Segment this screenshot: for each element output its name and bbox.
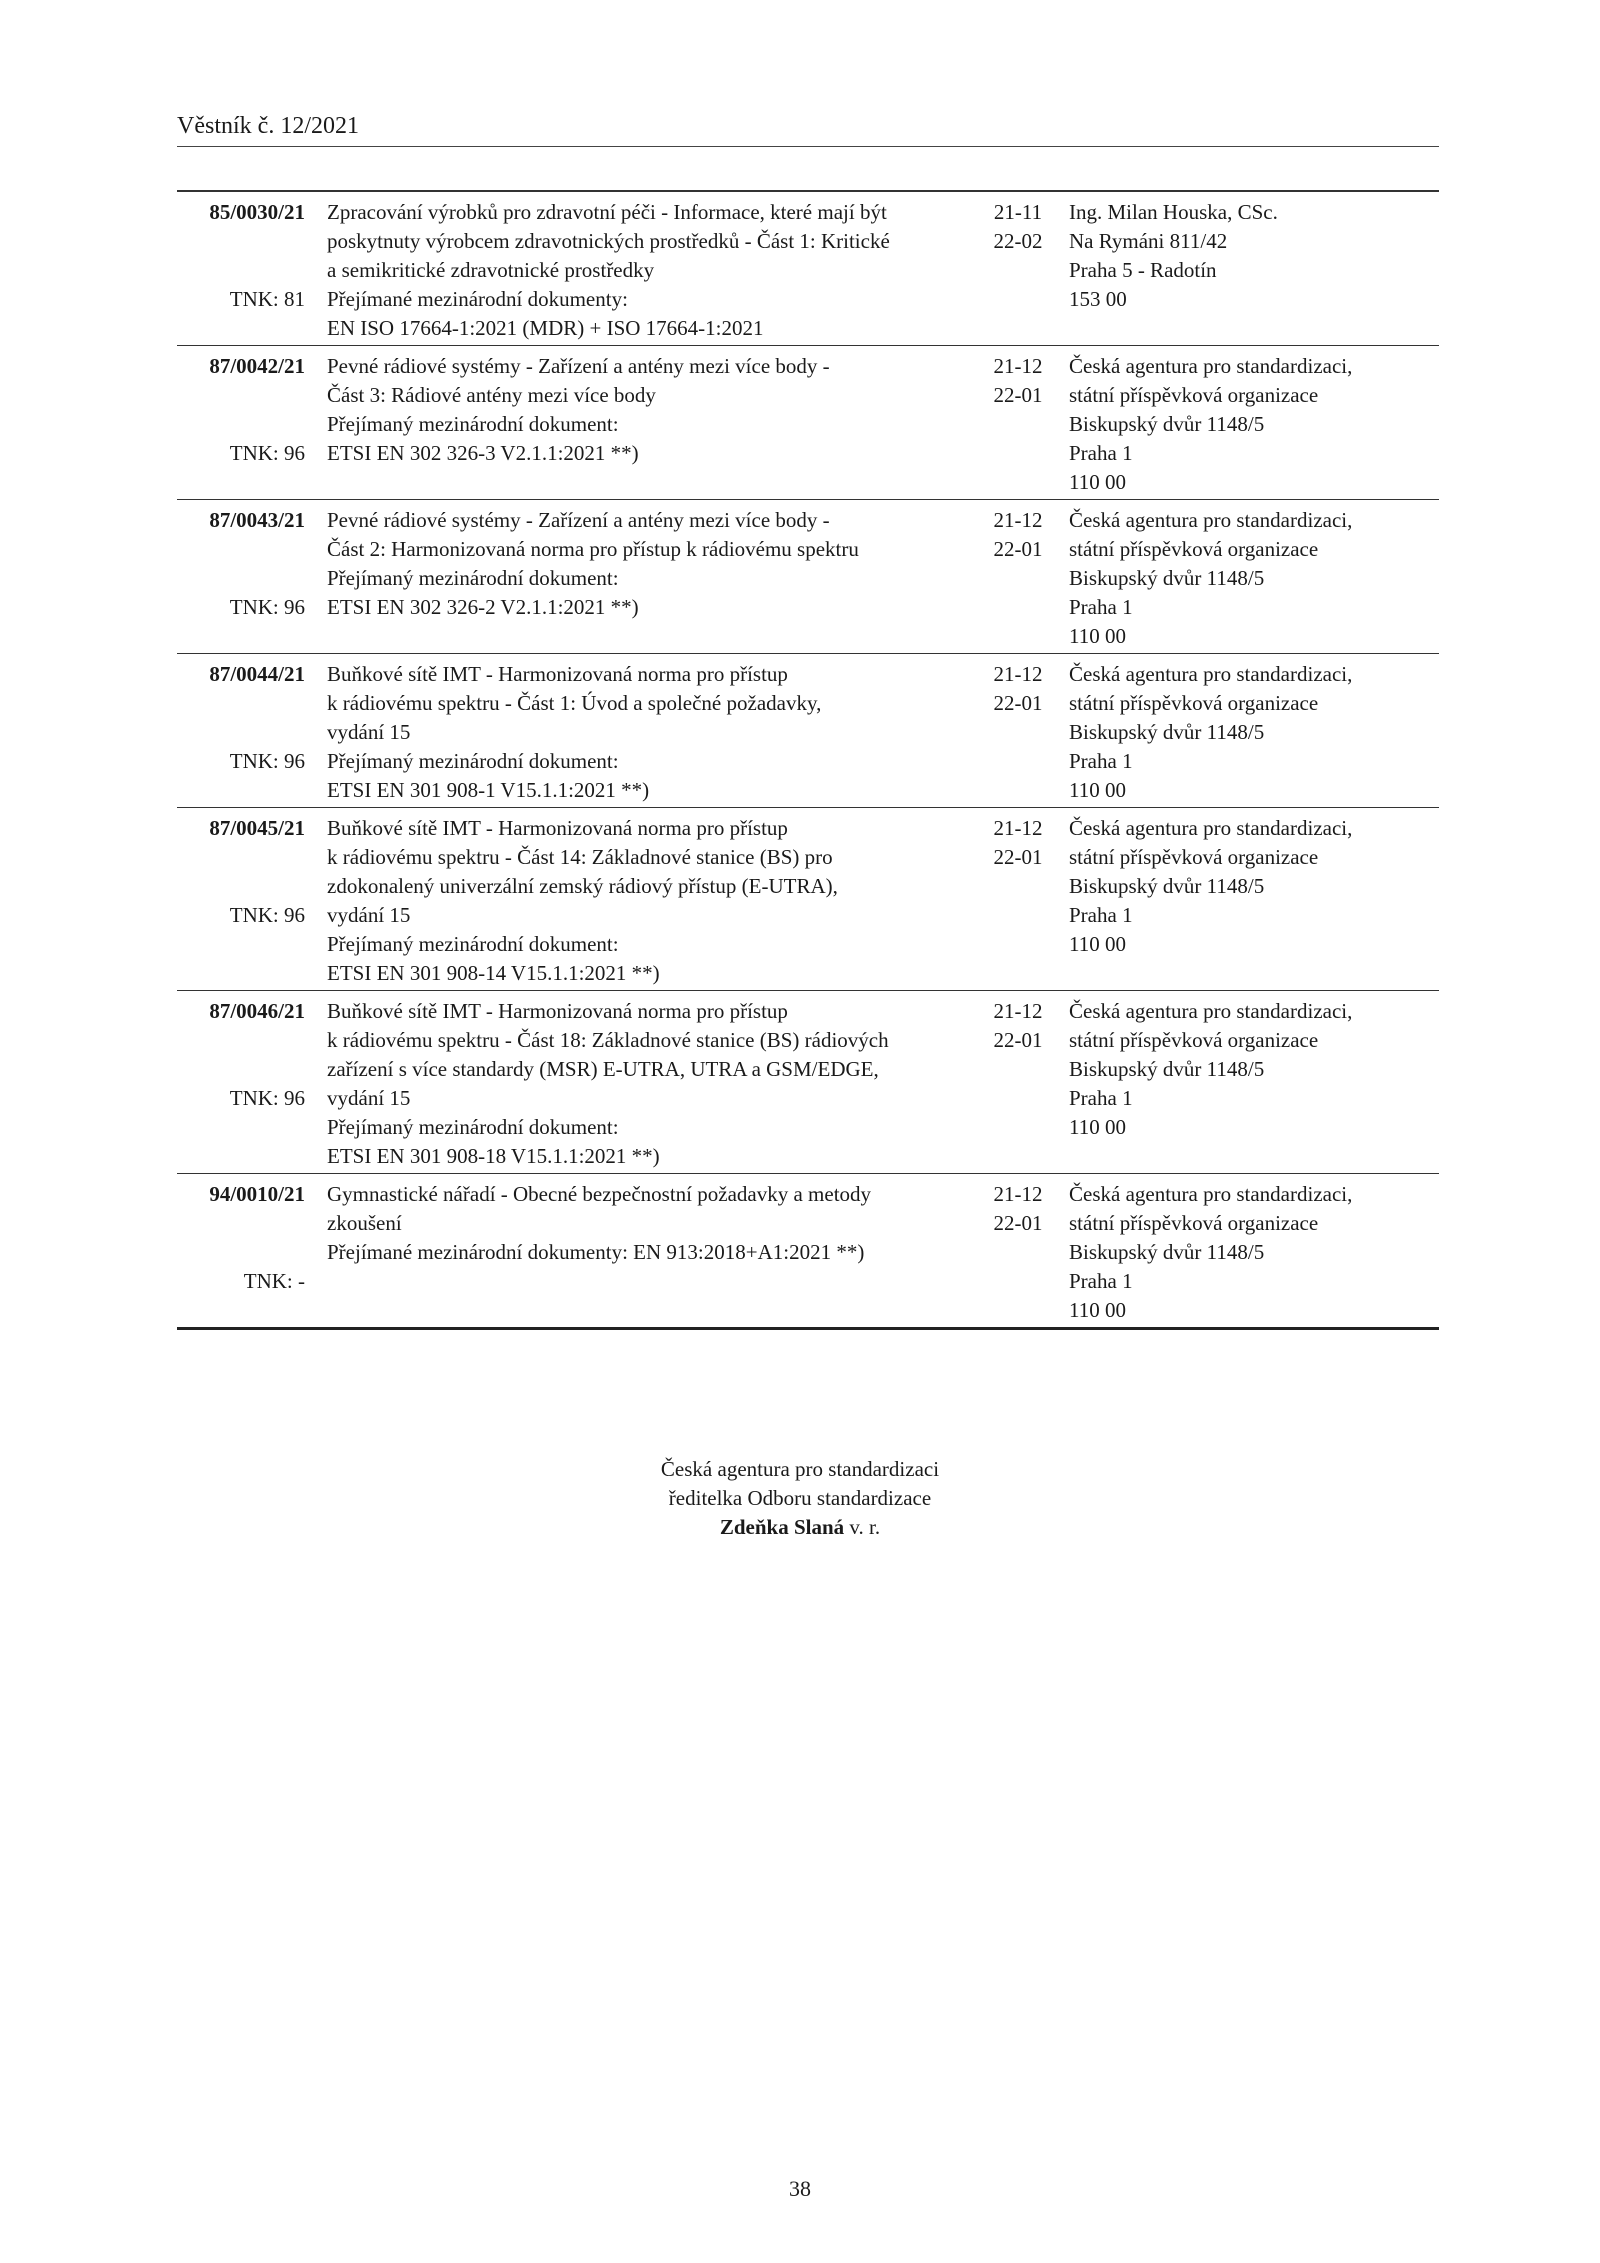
table-row: [177, 991, 1439, 1174]
address-line: Biskupský dvůr 1148/5: [1069, 566, 1265, 590]
standard-number: 85/0030/21: [209, 200, 305, 224]
address-line: Biskupský dvůr 1148/5: [1069, 720, 1265, 744]
description-line: poskytnuty výrobcem zdravotnických prostředků - Část 1: Kritické: [327, 229, 890, 253]
address-line: 153 00: [1069, 287, 1127, 311]
table-row: [177, 1174, 1439, 1327]
tnk-label: TNK: 96: [229, 1086, 305, 1110]
date-value: 21-12: [993, 1182, 1043, 1206]
address-line: Česká agentura pro standardizaci,: [1069, 1182, 1353, 1206]
description-line: Přejímaný mezinárodní dokument:: [327, 1115, 619, 1139]
signature-role: ředitelka Odboru standardizace: [668, 1486, 932, 1510]
table-row: [177, 192, 1439, 346]
table-row: [177, 654, 1439, 808]
description-line: a semikritické zdravotnické prostředky: [327, 258, 655, 282]
dates-cell: [983, 1180, 1053, 1325]
description-line: Přejímaný mezinárodní dokument:: [327, 412, 619, 436]
address-line: Biskupský dvůr 1148/5: [1069, 874, 1265, 898]
address-line: 110 00: [1069, 1115, 1126, 1139]
address-cell: [1069, 1180, 1439, 1325]
address-line: Praha 1: [1069, 1269, 1133, 1293]
address-cell: [1069, 506, 1439, 651]
standard-id-cell: [177, 506, 305, 651]
page-number: 38: [789, 2176, 811, 2201]
address-line: státní příspěvková organizace: [1069, 383, 1319, 407]
address-line: Biskupský dvůr 1148/5: [1069, 412, 1265, 436]
description-line: ETSI EN 301 908-14 V15.1.1:2021 **): [327, 961, 660, 985]
description-line: Gymnastické nářadí - Obecné bezpečnostní požadavky a metody: [327, 1182, 872, 1206]
standard-id-cell: [177, 814, 305, 988]
description-cell: [327, 660, 983, 805]
address-line: státní příspěvková organizace: [1069, 1211, 1319, 1235]
address-line: Česká agentura pro standardizaci,: [1069, 816, 1353, 840]
address-line: Česká agentura pro standardizaci,: [1069, 662, 1353, 686]
description-line: k rádiovému spektru - Část 14: Základnové stanice (BS) pro: [327, 845, 833, 869]
address-line: Česká agentura pro standardizaci,: [1069, 999, 1353, 1023]
signature-block: [0, 1455, 1600, 1542]
description-line: zařízení s více standardy (MSR) E-UTRA, UTRA a GSM/EDGE,: [327, 1057, 879, 1081]
description-line: k rádiovému spektru - Část 18: Základnové stanice (BS) rádiových: [327, 1028, 889, 1052]
description-cell: [327, 198, 983, 343]
tnk-label: TNK: 81: [229, 287, 305, 311]
description-line: ETSI EN 301 908-1 V15.1.1:2021 **): [327, 778, 650, 802]
description-line: zdokonalený univerzální zemský rádiový přístup (E-UTRA),: [327, 874, 838, 898]
description-line: Přejímaný mezinárodní dokument:: [327, 749, 619, 773]
standard-number: 87/0045/21: [209, 816, 305, 840]
address-line: Biskupský dvůr 1148/5: [1069, 1057, 1265, 1081]
description-line: k rádiovému spektru - Část 1: Úvod a společné požadavky,: [327, 691, 822, 715]
description-line: vydání 15: [327, 720, 411, 744]
dates-cell: [983, 660, 1053, 805]
address-line: Praha 1: [1069, 903, 1133, 927]
description-line: ETSI EN 301 908-18 V15.1.1:2021 **): [327, 1144, 660, 1168]
standard-id-cell: [177, 997, 305, 1171]
date-value: 22-01: [993, 691, 1043, 715]
description-cell: [327, 814, 983, 988]
standard-number: 87/0043/21: [209, 508, 305, 532]
date-value: 21-11: [993, 200, 1043, 224]
standard-id-cell: [177, 198, 305, 343]
address-line: státní příspěvková organizace: [1069, 691, 1319, 715]
address-cell: [1069, 198, 1439, 343]
description-cell: [327, 352, 983, 497]
address-line: státní příspěvková organizace: [1069, 537, 1319, 561]
date-value: 21-12: [993, 816, 1043, 840]
description-line: EN ISO 17664-1:2021 (MDR) + ISO 17664-1:2021: [327, 316, 764, 340]
address-line: Praha 1: [1069, 595, 1133, 619]
address-line: 110 00: [1069, 778, 1126, 802]
standards-table: [177, 190, 1439, 1330]
description-line: Přejímané mezinárodní dokumenty: EN 913:2018+A1:2021 **): [327, 1240, 865, 1264]
address-line: 110 00: [1069, 1298, 1126, 1322]
address-line: Praha 1: [1069, 441, 1133, 465]
signature-name-line: [0, 1513, 1600, 1542]
address-cell: [1069, 352, 1439, 497]
signature-name: Zdeňka Slaná: [719, 1515, 845, 1539]
description-line: Pevné rádiové systémy - Zařízení a antény mezi více body -: [327, 508, 830, 532]
date-value: 22-01: [993, 1028, 1043, 1052]
description-cell: [327, 506, 983, 651]
standard-number: 87/0046/21: [209, 999, 305, 1023]
description-line: Pevné rádiové systémy - Zařízení a antény mezi více body -: [327, 354, 830, 378]
tnk-label: TNK: -: [243, 1269, 305, 1293]
address-line: Biskupský dvůr 1148/5: [1069, 1240, 1265, 1264]
address-cell: [1069, 660, 1439, 805]
dates-cell: [983, 352, 1053, 497]
address-line: 110 00: [1069, 932, 1126, 956]
standard-number: 87/0044/21: [209, 662, 305, 686]
address-line: Praha 1: [1069, 749, 1133, 773]
date-value: 22-01: [993, 845, 1043, 869]
address-line: 110 00: [1069, 470, 1126, 494]
description-line: Přejímané mezinárodní dokumenty:: [327, 287, 628, 311]
description-line: vydání 15: [327, 903, 411, 927]
description-line: ETSI EN 302 326-2 V2.1.1:2021 **): [327, 595, 639, 619]
tnk-label: TNK: 96: [229, 749, 305, 773]
dates-cell: [983, 997, 1053, 1171]
dates-cell: [983, 198, 1053, 343]
address-line: státní příspěvková organizace: [1069, 845, 1319, 869]
address-cell: [1069, 814, 1439, 988]
date-value: 22-01: [993, 1211, 1043, 1235]
tnk-label: TNK: 96: [229, 441, 305, 465]
table-row: [177, 808, 1439, 991]
standard-id-cell: [177, 1180, 305, 1325]
description-line: Část 3: Rádiové antény mezi více body: [327, 383, 656, 407]
date-value: 21-12: [993, 508, 1043, 532]
address-cell: [1069, 997, 1439, 1171]
date-value: 22-01: [993, 383, 1043, 407]
dates-cell: [983, 814, 1053, 988]
date-value: 22-02: [993, 229, 1043, 253]
date-value: 21-12: [993, 662, 1043, 686]
description-line: Část 2: Harmonizovaná norma pro přístup k rádiovému spektru: [327, 537, 859, 561]
tnk-label: TNK: 96: [229, 595, 305, 619]
signature-suffix: v. r.: [844, 1515, 881, 1539]
address-line: Česká agentura pro standardizaci,: [1069, 508, 1353, 532]
description-line: Přejímaný mezinárodní dokument:: [327, 932, 619, 956]
description-line: zkoušení: [327, 1211, 402, 1235]
description-line: ETSI EN 302 326-3 V2.1.1:2021 **): [327, 441, 639, 465]
tnk-label: TNK: 96: [229, 903, 305, 927]
signature-organization: Česká agentura pro standardizaci: [660, 1457, 940, 1481]
description-cell: [327, 997, 983, 1171]
date-value: 21-12: [993, 999, 1043, 1023]
dates-cell: [983, 506, 1053, 651]
description-line: Buňkové sítě IMT - Harmonizovaná norma pro přístup: [327, 999, 788, 1023]
page-header: Věstník č. 12/2021: [177, 113, 1439, 147]
address-line: státní příspěvková organizace: [1069, 1028, 1319, 1052]
description-line: Zpracování výrobků pro zdravotní péči - Informace, které mají být: [327, 200, 887, 224]
date-value: 21-12: [993, 354, 1043, 378]
address-line: Na Rymáni 811/42: [1069, 229, 1228, 253]
description-line: vydání 15: [327, 1086, 411, 1110]
description-line: Buňkové sítě IMT - Harmonizovaná norma pro přístup: [327, 816, 788, 840]
table-row: [177, 346, 1439, 500]
standard-id-cell: [177, 352, 305, 497]
table-row: [177, 500, 1439, 654]
address-line: Praha 1: [1069, 1086, 1133, 1110]
address-line: Praha 5 - Radotín: [1069, 258, 1217, 282]
standard-number: 87/0042/21: [209, 354, 305, 378]
address-line: Česká agentura pro standardizaci,: [1069, 354, 1353, 378]
address-line: Ing. Milan Houska, CSc.: [1069, 200, 1278, 224]
description-cell: [327, 1180, 983, 1325]
date-value: 22-01: [993, 537, 1043, 561]
description-line: Buňkové sítě IMT - Harmonizovaná norma pro přístup: [327, 662, 788, 686]
address-line: 110 00: [1069, 624, 1126, 648]
description-line: Přejímaný mezinárodní dokument:: [327, 566, 619, 590]
standard-id-cell: [177, 660, 305, 805]
standard-number: 94/0010/21: [209, 1182, 305, 1206]
